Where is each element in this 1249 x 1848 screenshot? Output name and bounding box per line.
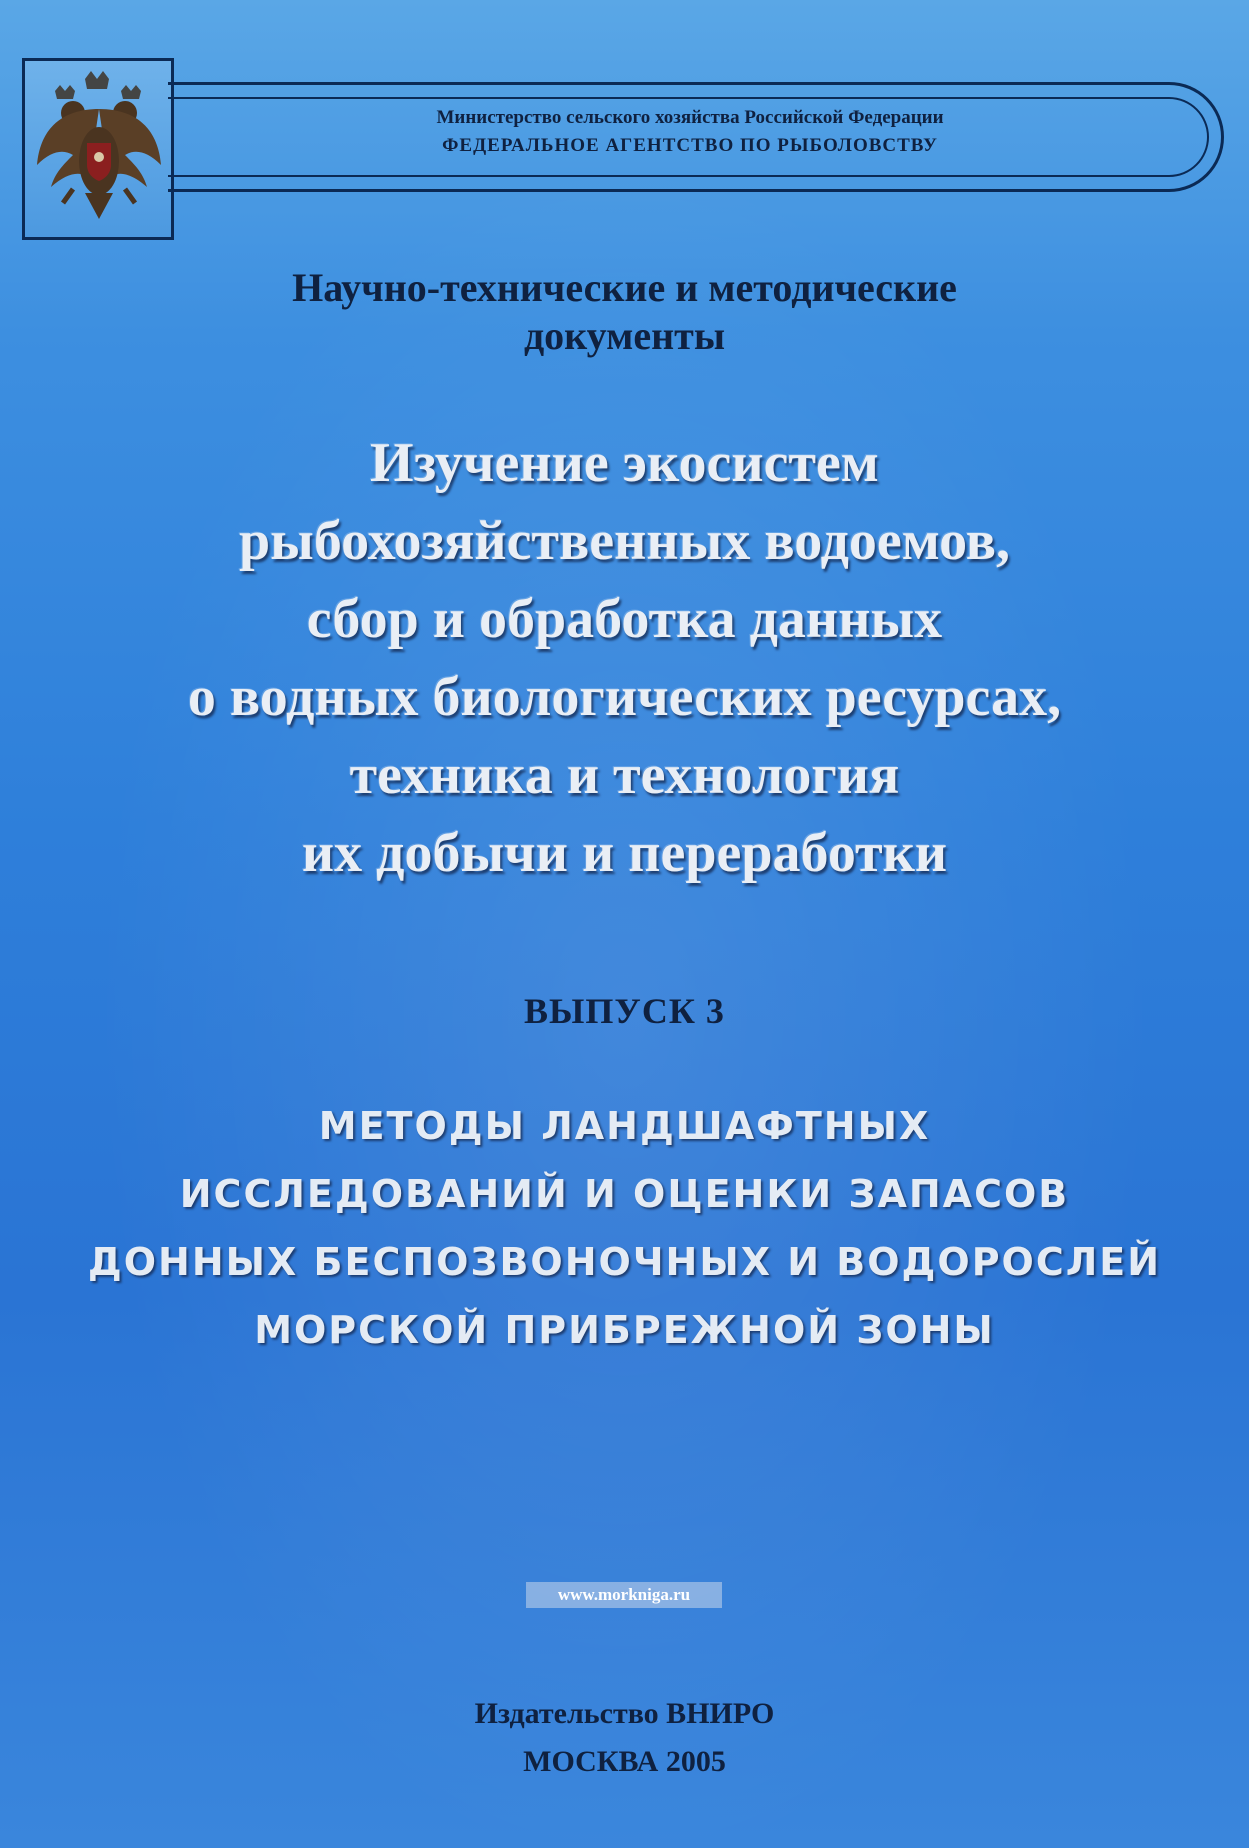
ministry-name: Министерство сельского хозяйства Российской Федерации [436, 107, 944, 128]
subtitle-line: МЕТОДЫ ЛАНДШАФТНЫХ [318, 1104, 931, 1148]
title-line: техника и технология [349, 744, 900, 806]
publisher-block [100, 1690, 1149, 1786]
title-line: о водных биологических ресурсах, [187, 666, 1062, 728]
publication-place-year: МОСКВА 2005 [523, 1745, 726, 1778]
series-line-1: Научно-технические и методические [292, 265, 957, 310]
emblem-frame [22, 58, 174, 240]
series-title [100, 264, 1149, 360]
subtitle-line: МОРСКОЙ ПРИБРЕЖНОЙ ЗОНЫ [254, 1308, 995, 1352]
series-line-2: документы [523, 313, 726, 358]
watermark: www.morkniga.ru [526, 1582, 722, 1608]
title-line: их добычи и переработки [301, 822, 948, 884]
title-line: сбор и обработка данных [306, 588, 943, 650]
title-line: рыбохозяйственных водоемов, [238, 510, 1011, 572]
book-title [60, 424, 1189, 892]
title-line: Изучение экосистем [370, 432, 879, 494]
agency-name: ФЕДЕРАЛЬНОЕ АГЕНТСТВО ПО РЫБОЛОВСТВУ [442, 135, 938, 156]
subtitle-line: ДОННЫХ БЕСПОЗВОНОЧНЫХ И ВОДОРОСЛЕЙ [87, 1240, 1162, 1284]
ministry-block [240, 104, 1140, 160]
issue-number: ВЫПУСК 3 [524, 991, 725, 1031]
publisher-name: Издательство ВНИРО [474, 1697, 775, 1730]
coat-of-arms-icon [33, 69, 165, 231]
book-subtitle [60, 1092, 1189, 1364]
subtitle-line: ИССЛЕДОВАНИЙ И ОЦЕНКИ ЗАПАСОВ [179, 1172, 1070, 1216]
